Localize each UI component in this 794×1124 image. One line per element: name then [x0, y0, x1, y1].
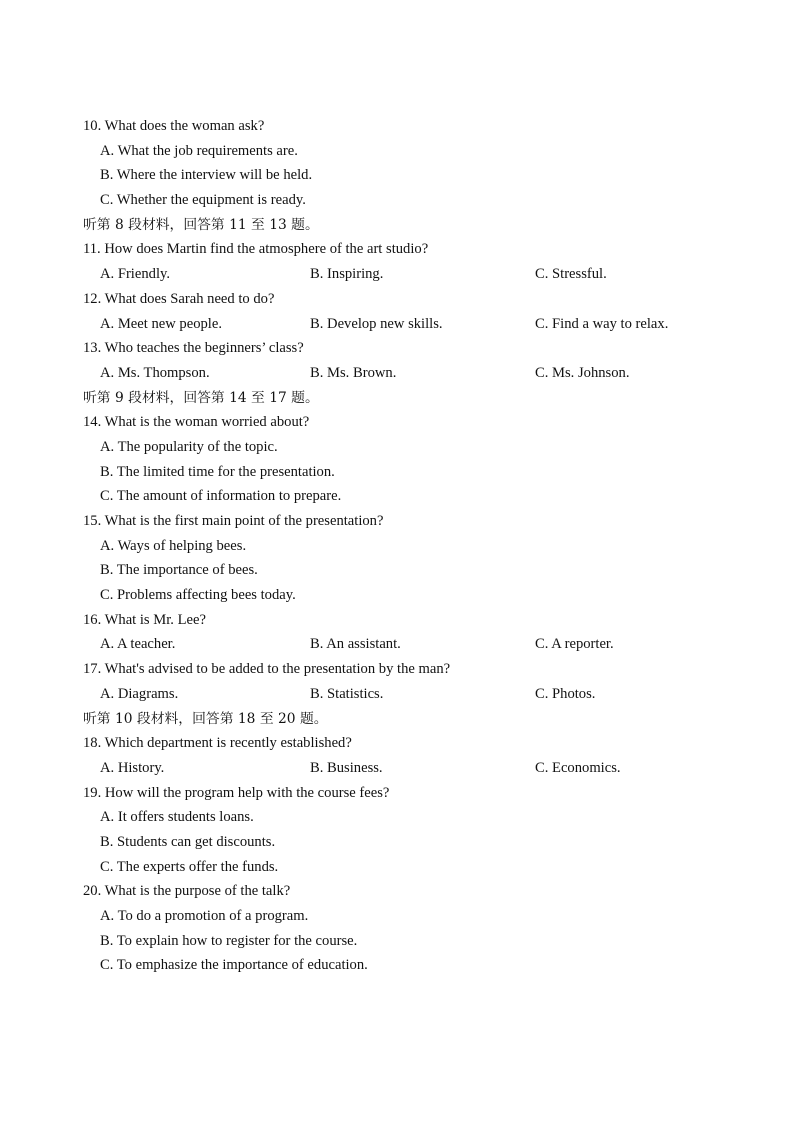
option-16-c: C. A reporter.: [535, 636, 614, 653]
option-11-c: C. Stressful.: [535, 266, 607, 283]
question-17: 17. What's advised to be added to the presentation by the man?: [83, 661, 451, 678]
question-10: 10. What does the woman ask?: [83, 118, 265, 134]
question-19: 19. How will the program help with the course fees?: [83, 784, 390, 801]
option-18-b: B. Business.: [310, 759, 383, 776]
option-15-b: B. The importance of bees.: [100, 562, 258, 579]
option-16-a: A. A teacher.: [100, 636, 176, 653]
option-13-c: C. Ms. Johnson.: [535, 364, 630, 381]
option-20-a: A. To do a promotion of a program.: [100, 908, 309, 924]
option-19-b: B. Students can get discounts.: [100, 833, 276, 850]
option-14-b: B. The limited time for the presentation.: [100, 463, 335, 480]
option-17-b: B. Statistics.: [310, 685, 384, 702]
option-10-c: C. Whether the equipment is ready.: [100, 192, 306, 209]
option-18-c: C. Economics.: [535, 759, 621, 776]
option-15-a: A. Ways of helping bees.: [100, 537, 247, 554]
options-row-18: [0, 756, 794, 781]
option-16-b: B. An assistant.: [310, 636, 401, 653]
option-20-b: B. To explain how to register for the course.: [100, 932, 358, 949]
question-20: 20. What is the purpose of the talk?: [83, 883, 291, 900]
options-row-17: [0, 682, 794, 707]
options-row-12: [0, 312, 794, 337]
option-18-a: A. History.: [100, 759, 165, 776]
question-14: 14. What is the woman worried about?: [83, 414, 310, 431]
option-10-a: A. What the job requirements are.: [100, 142, 298, 159]
options-row-11: [0, 262, 794, 287]
option-12-b: B. Develop new skills.: [310, 315, 443, 332]
options-row-13: [0, 361, 794, 386]
section-header-10: 听第 10 段材料，回答第 18 至 20 题。: [83, 710, 328, 727]
option-11-a: A. Friendly.: [100, 266, 170, 283]
option-13-b: B. Ms. Brown.: [310, 364, 397, 381]
option-14-c: C. The amount of information to prepare.: [100, 488, 342, 505]
section-header-9: 听第 9 段材料，回答第 14 至 17 题。: [83, 389, 319, 406]
option-11-b: B. Inspiring.: [310, 266, 384, 283]
option-15-c: C. Problems affecting bees today.: [100, 587, 296, 604]
option-12-c: C. Find a way to relax.: [535, 315, 669, 332]
option-20-c: C. To emphasize the importance of education.: [100, 957, 368, 974]
exam-page: [0, 114, 794, 978]
question-15: 15. What is the first main point of the presentation?: [83, 513, 384, 529]
question-11: 11. How does Martin find the atmosphere of the art studio?: [83, 241, 429, 258]
section-header-8: 听第 8 段材料，回答第 11 至 13 题。: [83, 216, 319, 233]
option-14-a: A. The popularity of the topic.: [100, 438, 278, 455]
question-13: 13. Who teaches the beginners’ class?: [83, 340, 304, 357]
option-19-a: A. It offers students loans.: [100, 809, 254, 826]
option-17-a: A. Diagrams.: [100, 685, 179, 702]
option-17-c: C. Photos.: [535, 685, 596, 702]
option-12-a: A. Meet new people.: [100, 315, 222, 332]
option-10-b: B. Where the interview will be held.: [100, 167, 313, 184]
question-16: 16. What is Mr. Lee?: [83, 611, 206, 628]
question-18: 18. Which department is recently established?: [83, 735, 352, 752]
question-12: 12. What does Sarah need to do?: [83, 290, 275, 307]
option-19-c: C. The experts offer the funds.: [100, 858, 279, 875]
options-row-16: [0, 632, 794, 657]
option-13-a: A. Ms. Thompson.: [100, 364, 210, 381]
